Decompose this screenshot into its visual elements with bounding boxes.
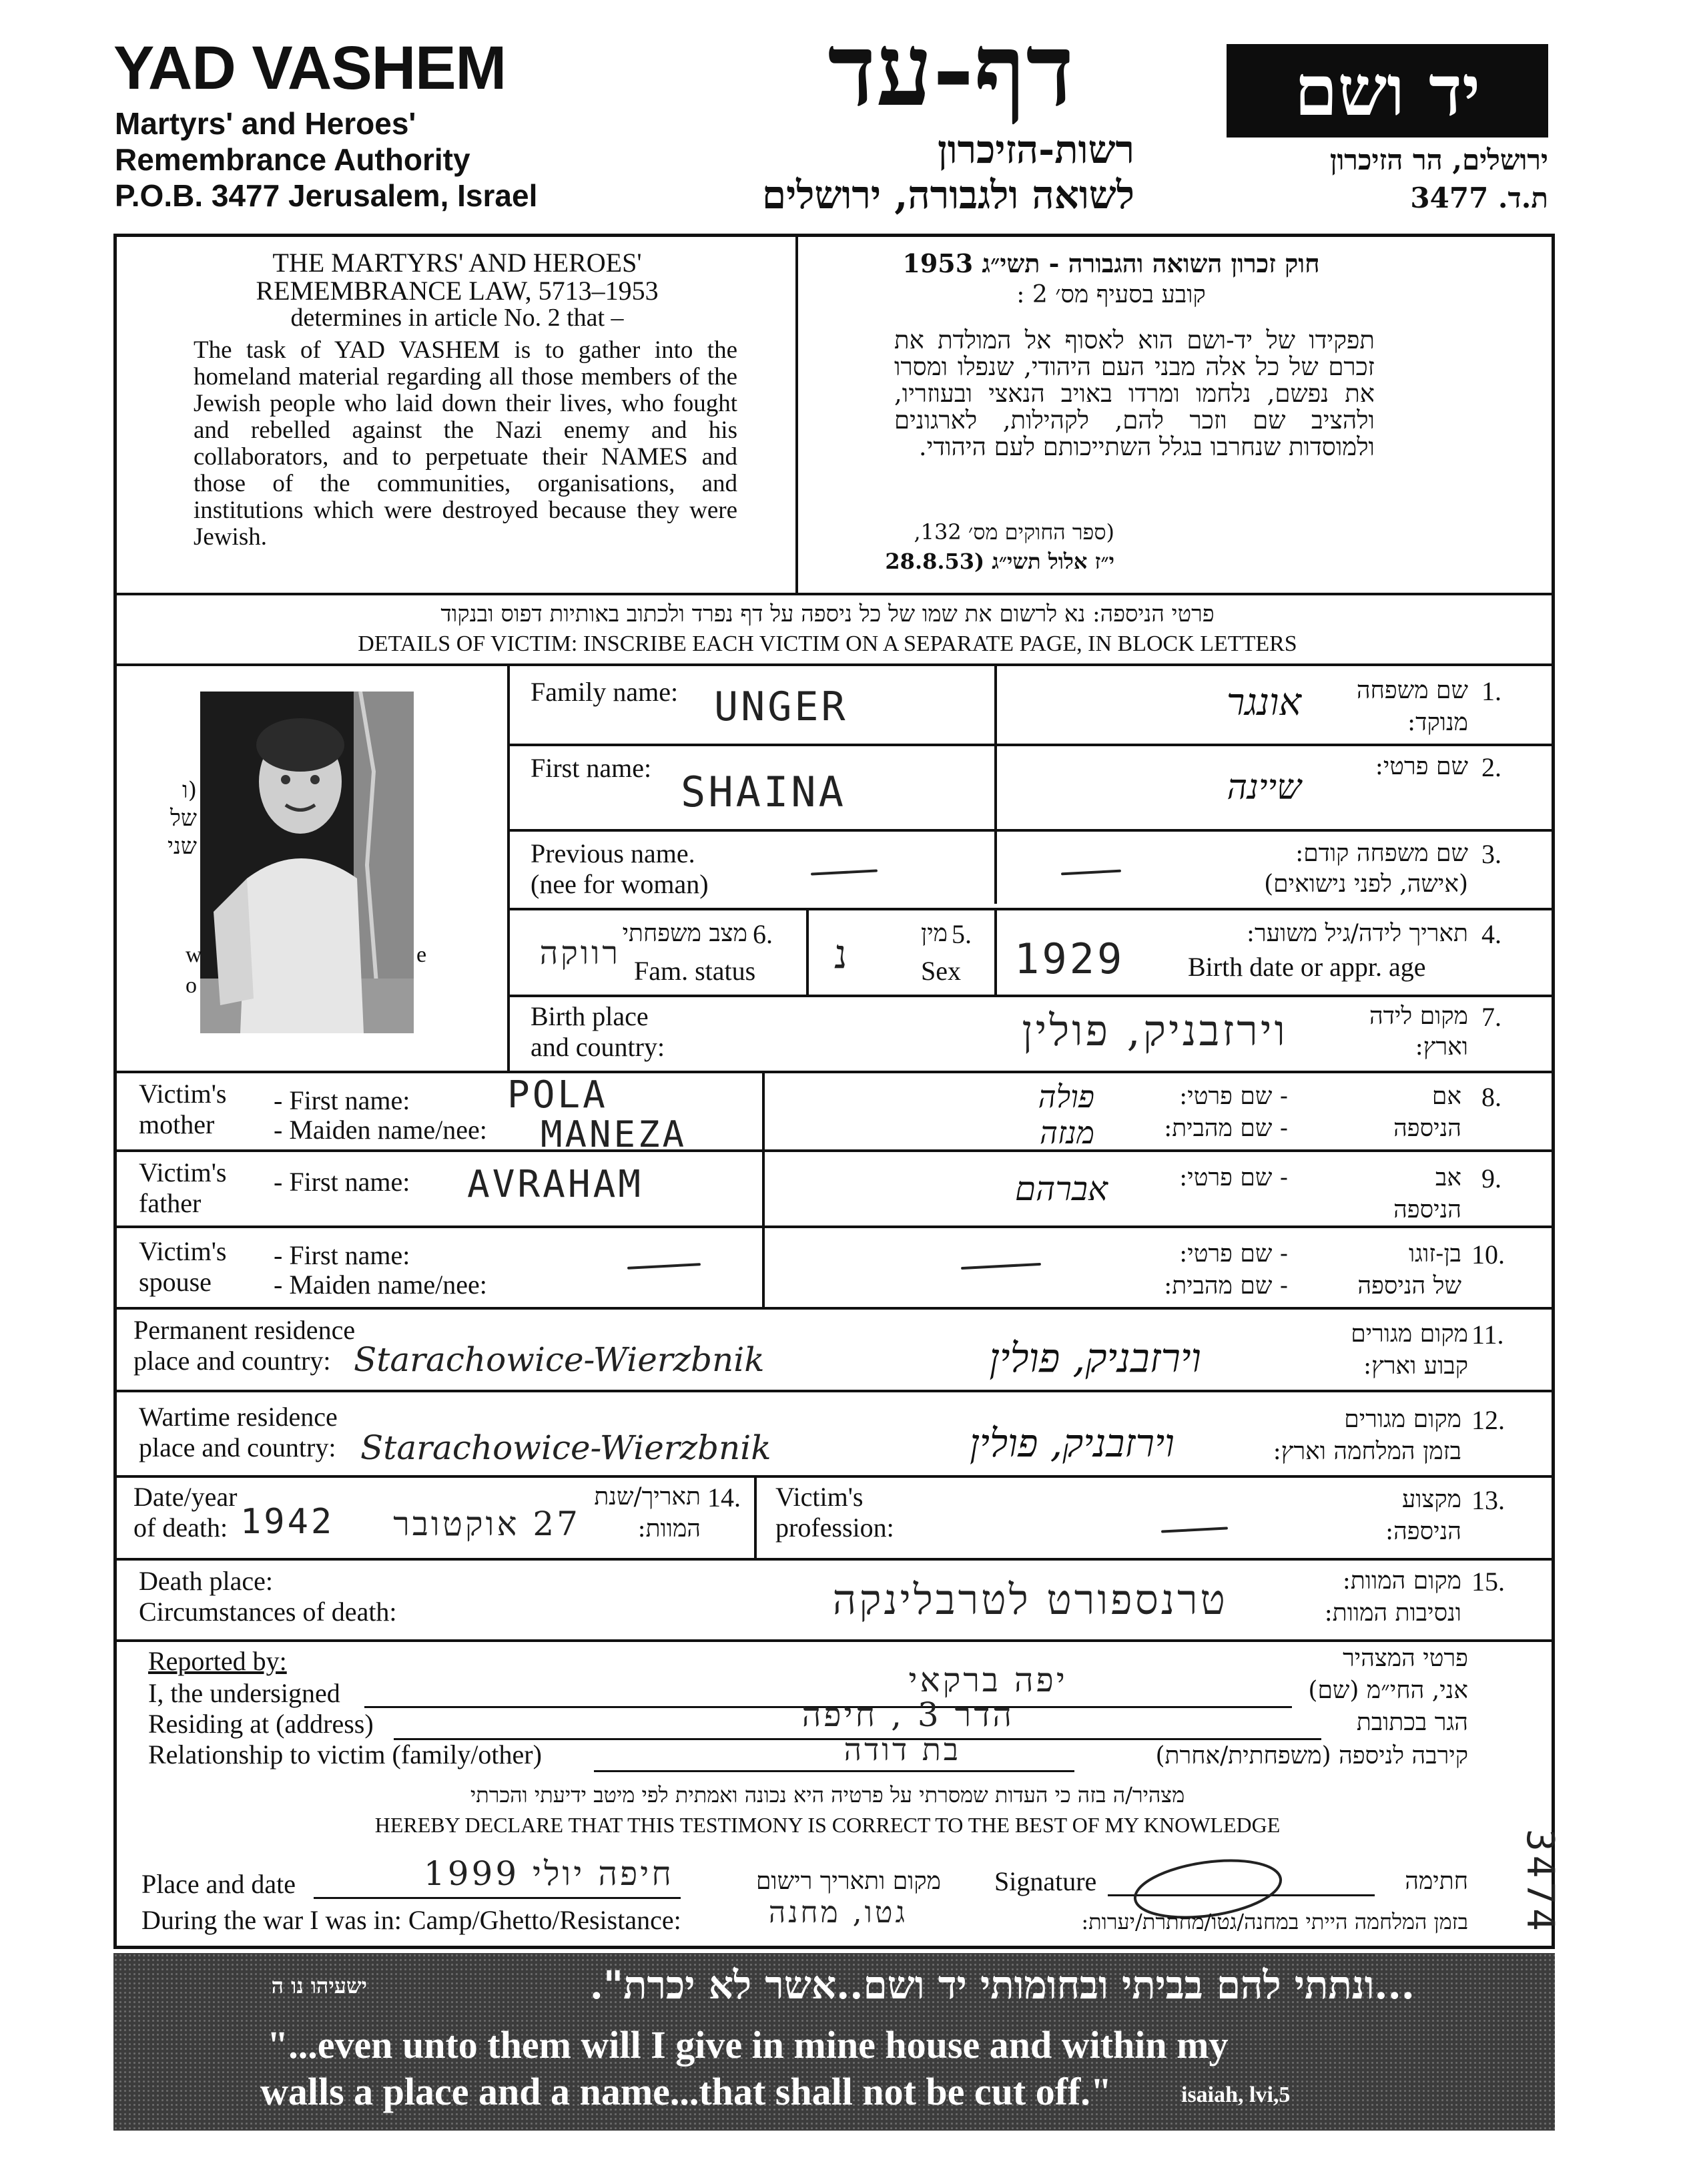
undersigned-label: I, the undersigned — [148, 1678, 340, 1708]
profession-label: Victim's — [775, 1482, 864, 1512]
declaration-he: מצהיר/ה בזה כי העדות שמסרתי על פרטיה היא נכונה ואמתית לפי מיטב ידיעתי והכרתי — [470, 1782, 1185, 1808]
death-date-value-he[interactable]: 27 אוקטובר — [393, 1505, 581, 1543]
field-6-number: 6. — [753, 919, 773, 949]
details-header-he: פרטי הניספה: נא לרשום את שמו של כל ניספה על דף נפרד ולכתוב באותיות דפוס ובנקוד — [440, 601, 1215, 627]
previous-name-label: Previous name. — [531, 838, 695, 868]
place-date-label: Place and date — [141, 1869, 296, 1899]
birth-place-label-he2: וארץ: — [1415, 1033, 1468, 1061]
death-place-label-he: מקום המוות: — [1342, 1567, 1461, 1595]
photo-side-text-4: w — [186, 942, 202, 967]
relation-line — [594, 1770, 1074, 1772]
mother-first-value[interactable]: POLA — [507, 1073, 608, 1117]
field-5-number: 5. — [952, 919, 972, 949]
profession-label-he2: הניספה: — [1385, 1518, 1461, 1545]
quote-en-1: "...even unto them will I give in mine house and within my — [267, 2023, 1229, 2067]
perm-residence-label-he: מקום מגורים — [1351, 1320, 1468, 1348]
row4-divider-a — [806, 908, 809, 996]
family-name-value[interactable]: UNGER — [714, 684, 848, 730]
family-name-value-he[interactable]: אונגר — [1226, 681, 1301, 724]
law-he-ref-2: י״ז אלול תשי״ג (28.8.53 — [885, 549, 1114, 574]
law-en-title-1: THE MARTYRS' AND HEROES' — [272, 248, 642, 278]
war-location-label: During the war I was in: Camp/Ghetto/Resistance: — [141, 1905, 681, 1935]
row3-line — [507, 908, 1555, 910]
reported-by-label-he: פרטי המצהיר — [1343, 1645, 1468, 1672]
death-place-label-2: Circumstances of death: — [139, 1597, 397, 1627]
war-residence-value[interactable]: Starachowice-Wierzbnik — [360, 1428, 771, 1467]
org-name-en: YAD VASHEM — [113, 34, 507, 102]
field-2-number: 2. — [1481, 752, 1501, 782]
fam-status-label: Fam. status — [634, 956, 756, 986]
father-label-he2: הניספה — [1393, 1196, 1461, 1223]
death-date-label: Date/year — [133, 1482, 238, 1512]
father-label: Victim's — [139, 1157, 227, 1187]
law-bottom-line — [113, 593, 1555, 595]
fields-mid-divider — [994, 663, 997, 904]
spouse-label-he: בן-זוגו — [1408, 1240, 1461, 1268]
death-place-label: Death place: — [139, 1566, 273, 1596]
spouse-label: Victim's — [139, 1236, 227, 1266]
law-he-title-1: חוק זכרון השואה והגבורה - תשי״ג 1953 — [902, 248, 1320, 278]
mother-maiden-label: - Maiden name/nee: — [274, 1115, 487, 1145]
birth-place-label-he: מקום לידה — [1369, 1003, 1468, 1030]
authority-he-2: לשואה ולגבורה, ירושלים — [761, 172, 1134, 218]
father-first-value[interactable]: AVRAHAM — [467, 1163, 644, 1206]
field-1-number: 1. — [1481, 676, 1501, 706]
sex-label-he: מין — [921, 920, 948, 947]
birth-place-label-2: and country: — [531, 1032, 665, 1062]
field-9-number: 9. — [1481, 1163, 1501, 1193]
spouse-maiden-label-he: - שם מהבית: — [1164, 1272, 1288, 1300]
mother-maiden-label-he: - שם מהבית: — [1164, 1115, 1288, 1142]
yad-vashem-logo — [1227, 44, 1548, 138]
mother-label-he: אם — [1431, 1083, 1461, 1110]
perm-residence-value-he[interactable]: וירזבניק, פולין — [989, 1335, 1201, 1382]
row9-line — [113, 1225, 1555, 1228]
previous-name-label-he2: (אישה, לפני נישואים) — [1264, 870, 1468, 898]
mother-maiden-value[interactable]: MANEZA — [541, 1113, 687, 1155]
spouse-label-he2: של הניספה — [1357, 1272, 1461, 1300]
row10-line — [113, 1307, 1555, 1310]
father-first-label-he: - שם פרטי: — [1179, 1164, 1288, 1191]
authority-he-1: רשות-הזיכרון — [937, 127, 1134, 172]
first-name-label-he: שם פרטי: — [1375, 753, 1468, 780]
signature-label: Signature — [994, 1866, 1097, 1896]
death-place-label-he2: ונסיבות המוות: — [1324, 1599, 1461, 1627]
fam-status-label-he: מצב משפחתי — [622, 920, 747, 947]
address-label: Residing at (address) — [148, 1709, 374, 1739]
relation-value[interactable]: בת דודה — [844, 1731, 961, 1767]
row2-line — [507, 829, 1555, 832]
war-residence-label-he2: בזמן המלחמה וארץ: — [1273, 1438, 1461, 1465]
row8-line — [113, 1149, 1555, 1152]
death-date-label-he2: המוות: — [637, 1515, 701, 1543]
perm-residence-label-2: place and country: — [133, 1346, 331, 1376]
row13-divider — [754, 1475, 757, 1559]
row4-line — [507, 995, 1555, 997]
father-label-he: אב — [1435, 1164, 1461, 1191]
mother-label-he2: הניספה — [1393, 1115, 1461, 1142]
address-he-1: ירושלים, הר הזיכרון — [1329, 144, 1548, 176]
law-he-body: תפקידו של יד-ושם הוא לאסוף אל המולדת את זכרם של כל אלה מבני העם היהודי, שנפלו ומסרו את נפשם, נלחמו ומרדו באויב הנאצי ובעוזריו, ולהציב שם וזכר להם, לקהילות, לארגונים ולמוסדות שנחרבו בגלל השתייכותם לעם היהודי. — [894, 326, 1375, 461]
field-7-number: 7. — [1481, 1002, 1501, 1032]
field-3-number: 3. — [1481, 839, 1501, 869]
perm-residence-label: Permanent residence — [133, 1315, 356, 1345]
law-he-ref-1: (ספר החוקים מס׳ 132, — [914, 519, 1114, 545]
mother-first-label: - First name: — [274, 1085, 410, 1115]
spouse-first-label: - First name: — [274, 1240, 410, 1270]
row1-line — [507, 744, 1555, 746]
reporter-name-value[interactable]: יפה ברקאי — [908, 1661, 1068, 1699]
mother-maiden-value-he[interactable]: מנזה — [1039, 1115, 1094, 1151]
row7-line — [113, 1071, 1555, 1073]
address-he-2: ת.ד. 3477 — [1410, 182, 1548, 214]
law-he-title-2: קובע בסעיף מס׳ 2 : — [1016, 281, 1206, 308]
death-place-value-he[interactable]: טרנספורט לטרבלינקה — [832, 1575, 1228, 1624]
war-residence-label-2: place and country: — [139, 1432, 336, 1462]
sex-value[interactable]: נ — [834, 931, 850, 978]
father-first-value-he[interactable]: אברהם — [1014, 1169, 1108, 1208]
first-name-value-he[interactable]: שיינה — [1227, 768, 1301, 808]
perm-residence-value[interactable]: Starachowice-Wierzbnik — [354, 1340, 765, 1379]
place-date-label-he: מקום ותאריך רישום — [755, 1868, 941, 1895]
photo-side-text-3: שני — [167, 833, 197, 860]
quote-en-2: walls a place and a name...that shall not be cut off." — [260, 2070, 1112, 2113]
mother-first-value-he[interactable]: פולה — [1038, 1079, 1094, 1115]
field-13-number: 13. — [1471, 1485, 1505, 1515]
death-date-value[interactable]: 1942 — [240, 1502, 335, 1542]
details-header-line — [113, 663, 1555, 666]
mother-first-label-he: - שם פרטי: — [1179, 1083, 1288, 1110]
photo-side-text-2: של — [170, 805, 197, 832]
quote-ref-en: isaiah, lvi,5 — [1181, 2083, 1291, 2107]
photo-side-text-5: o — [186, 973, 197, 998]
death-date-label-he: תאריך/שנת — [594, 1483, 701, 1511]
field-11-number: 11. — [1471, 1320, 1504, 1350]
first-name-value[interactable]: SHAINA — [681, 768, 846, 816]
reporter-address-value[interactable]: הדר 3 , חיפה — [801, 1695, 1014, 1734]
family-name-label-he: שם משפחה — [1356, 677, 1468, 704]
spouse-label-2: spouse — [139, 1267, 212, 1297]
photo-side-text-6: e — [416, 942, 427, 967]
row12-line — [113, 1475, 1555, 1478]
war-residence-label-he: מקום מגורים — [1344, 1406, 1461, 1433]
row15-line — [113, 1639, 1555, 1642]
birth-place-label: Birth place — [531, 1001, 649, 1031]
spouse-maiden-label: - Maiden name/nee: — [274, 1270, 487, 1300]
quote-he: ...ונתתי להם בביתי ובחומותי יד ושם..אשר לא יכרת". — [589, 1962, 1415, 2008]
photo-divider — [507, 663, 510, 1072]
family-name-label-he2: מנוקד: — [1407, 709, 1468, 736]
sex-label: Sex — [921, 956, 961, 986]
signature-label-he: חתימה — [1405, 1868, 1468, 1895]
spouse-first-label-he: - שם פרטי: — [1179, 1240, 1288, 1268]
family-rows-divider — [762, 1071, 765, 1307]
mother-label: Victim's — [139, 1079, 227, 1109]
row13-line — [113, 1558, 1555, 1561]
first-name-label: First name: — [531, 753, 652, 783]
field-14-number: 14. — [707, 1482, 741, 1513]
reported-by-label: Reported by: — [148, 1646, 287, 1676]
war-location-value[interactable]: גטו, מחנה — [768, 1896, 908, 1930]
victim-photo — [200, 692, 414, 1033]
field-15-number: 15. — [1471, 1567, 1505, 1597]
org-address: P.O.B. 3477 Jerusalem, Israel — [115, 178, 538, 213]
birth-date-value[interactable]: 1929 — [1014, 934, 1125, 983]
previous-name-label-he: שם משפחה קודם: — [1295, 840, 1468, 867]
margin-note: 3474 — [1518, 1829, 1562, 1935]
undersigned-label-he: אני, החי״מ (שם) — [1308, 1677, 1468, 1704]
relation-label: Relationship to victim (family/other) — [148, 1739, 542, 1769]
address-label-he: הגר בכתובת — [1356, 1709, 1468, 1736]
field-8-number: 8. — [1481, 1082, 1501, 1112]
perm-residence-label-he2: קבוע וארץ: — [1363, 1352, 1468, 1380]
field-4-number: 4. — [1481, 919, 1501, 949]
law-divider — [795, 234, 798, 594]
quote-ref-he: ישעיהו נו ה — [271, 1973, 367, 1998]
field-12-number: 12. — [1471, 1405, 1505, 1435]
row4-divider-b — [994, 908, 997, 996]
place-date-line — [314, 1897, 681, 1899]
birth-date-label-he: תאריך לידה/גיל משוער: — [1246, 920, 1468, 947]
war-location-label-he: בזמן המלחמה הייתי במחנה/גטו/מחתרת/יערות: — [1081, 1909, 1468, 1934]
place-date-value[interactable]: חיפה יולי 1999 — [423, 1854, 674, 1893]
photo-side-text-1: (ו — [182, 777, 197, 804]
death-date-label-2: of death: — [133, 1513, 228, 1543]
field-10-number: 10. — [1471, 1240, 1505, 1270]
war-residence-value-he[interactable]: וירזבניק, פולין — [970, 1420, 1174, 1466]
portrait-silhouette-icon — [200, 692, 414, 1033]
org-subtitle-2: Remembrance Authority — [115, 142, 470, 177]
father-label-2: father — [139, 1188, 202, 1218]
org-subtitle-1: Martyrs' and Heroes' — [115, 106, 416, 141]
logo-text-he: יד ושם — [1294, 49, 1481, 131]
details-header-en: DETAILS OF VICTIM: INSCRIBE EACH VICTIM ON A SEPARATE PAGE, IN BLOCK LETTERS — [358, 631, 1297, 656]
declaration-en: HEREBY DECLARE THAT THIS TESTIMONY IS CORRECT TO THE BEST OF MY KNOWLEDGE — [374, 1813, 1281, 1837]
form-title-he: דף-עד — [827, 11, 1074, 129]
previous-name-label-2: (nee for woman) — [531, 869, 709, 899]
profession-label-he: מקצוע — [1401, 1486, 1461, 1513]
fam-status-value[interactable]: רווקה — [539, 934, 621, 972]
relation-label-he: קירבה לניספה (משפחתית/אחרת) — [1155, 1742, 1468, 1769]
father-first-label: - First name: — [274, 1167, 410, 1197]
law-en-body: The task of YAD VASHEM is to gather into the homeland material regarding all those members of the Jewish people who laid down their lives, who fought and rebelled against the Nazi enemy and his collaborators, and to perpetuate their NAMES and those of the communities, organisations, and institutions which were destroyed because they were Jewish. — [194, 336, 737, 551]
law-en-title-2: REMEMBRANCE LAW, 5713–1953 — [256, 276, 659, 306]
birth-place-value-he[interactable]: וירזבניק, פולין — [1022, 1007, 1288, 1056]
mother-label-2: mother — [139, 1109, 215, 1139]
row11-line — [113, 1390, 1555, 1392]
birth-date-label: Birth date or appr. age — [1188, 952, 1426, 982]
profession-label-2: profession: — [775, 1513, 894, 1543]
family-name-label: Family name: — [531, 677, 679, 707]
war-residence-label: Wartime residence — [139, 1402, 338, 1432]
law-en-title-3: determines in article No. 2 that – — [290, 304, 624, 332]
